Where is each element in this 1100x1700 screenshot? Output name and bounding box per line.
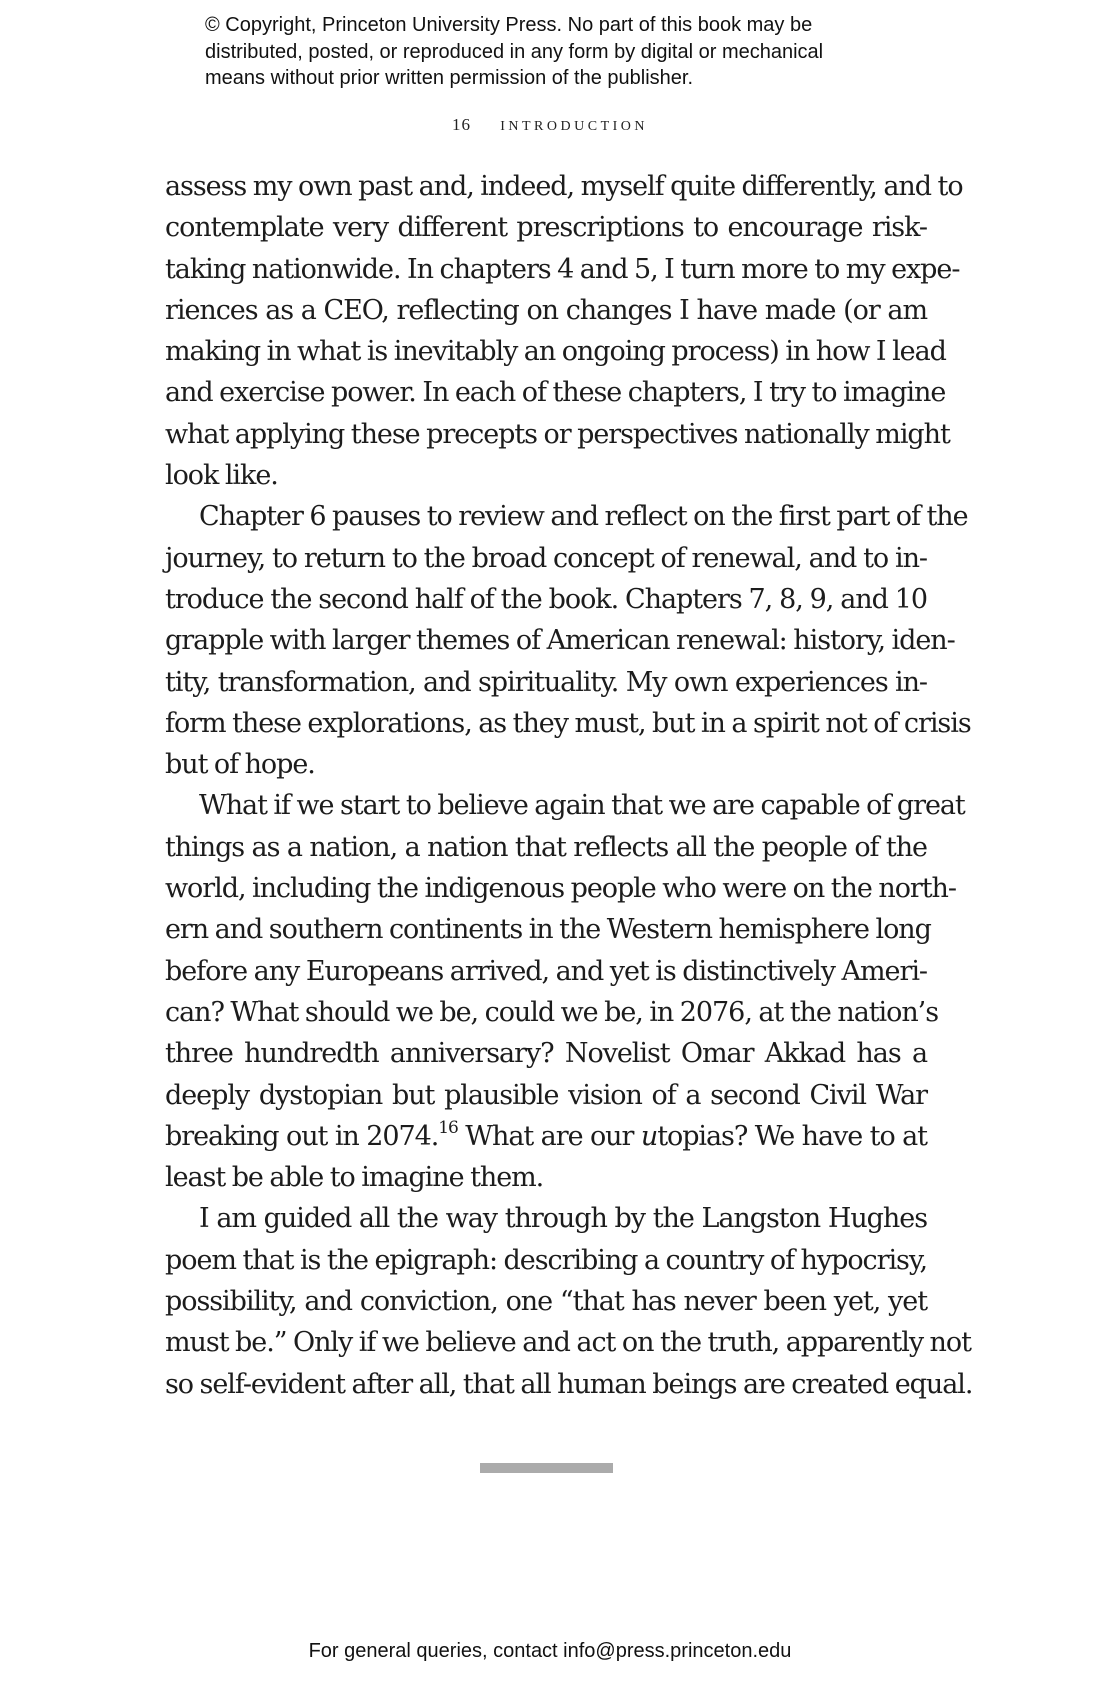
text-line: but of hope. (165, 749, 315, 781)
text-line: What if we start to believe again that we are capable of great (199, 790, 965, 822)
text-line: troduce the second half of the book. Chapters 7, 8, 9, and 10 (165, 583, 927, 615)
copyright-line: distributed, posted, or reproduced in any form by digital or mechanical (205, 40, 824, 63)
text-line: I am guided all the way through by the Langston Hughes (199, 1203, 927, 1235)
section-end-ornament (480, 1463, 613, 1473)
italic-emphasis: u (640, 1120, 658, 1152)
body-text (165, 166, 973, 1405)
text-line: look like. (165, 460, 278, 492)
text-line: before any Europeans arrived, and yet is distinctively Ameri- (165, 955, 927, 987)
text-line: deeply dystopian but plausible vision of a second Civil War (165, 1079, 927, 1111)
text-line: form these explorations, as they must, but in a spirit not of crisis (165, 707, 971, 739)
copyright-line: © Copyright, Princeton University Press. No part of this book may be (205, 14, 813, 36)
text-line (165, 1116, 927, 1157)
text-line: riences as a CEO, reflecting on changes I have made (or am (165, 294, 927, 326)
text-line: grapple with larger themes of American renewal: history, iden- (165, 625, 955, 657)
copyright-line: means without prior written permission of the publisher. (205, 67, 694, 89)
text-line: poem that is the epigraph: describing a country of hypocrisy, (165, 1244, 927, 1276)
text-segment: breaking out in 2074. (165, 1120, 439, 1152)
text-line: things as a nation, a nation that reflects all the people of the (165, 831, 927, 863)
text-line: making in what is inevitably an ongoing process) in how I lead (165, 336, 946, 368)
running-head (0, 113, 1100, 136)
text-segment: topias? We have to at (657, 1120, 927, 1152)
footer-contact: For general queries, contact info@press.princeton.edu (308, 1640, 792, 1662)
text-line: ern and southern continents in the Western hemisphere long (165, 914, 931, 946)
text-line: journey, to return to the broad concept of renewal, and to in- (165, 542, 927, 574)
text-line: what applying these precepts or perspectives nationally might (165, 418, 950, 450)
text-segment: What are our (457, 1120, 641, 1152)
text-line: world, including the indigenous people who were on the north- (165, 873, 956, 905)
text-line: so self-evident after all, that all human beings are created equal. (165, 1368, 973, 1400)
text-line: and exercise power. In each of these chapters, I try to imagine (165, 377, 946, 409)
page-number: 16 (451, 115, 471, 134)
text-line: three hundredth anniversary? Novelist Omar Akkad has a (165, 1038, 927, 1070)
copyright-notice (205, 12, 925, 92)
section-title: introduction (500, 113, 648, 135)
text-line: must be.” Only if we believe and act on the truth, apparently not (165, 1327, 971, 1359)
text-line: assess my own past and, indeed, myself quite differently, and to (165, 171, 963, 202)
text-line: contemplate very different prescriptions to encourage risk- (165, 212, 927, 244)
text-line: least be able to imagine them. (165, 1162, 544, 1194)
text-line: can? What should we be, could we be, in 2076, at the nation’s (165, 996, 939, 1028)
text-line: tity, transformation, and spirituality. My own experiences in- (165, 666, 927, 698)
text-line: possibility, and conviction, one “that has never been yet, yet (165, 1286, 927, 1318)
text-line: Chapter 6 pauses to review and reflect on the first part of the (199, 501, 968, 533)
text-line: taking nationwide. In chapters 4 and 5, I turn more to my expe- (165, 253, 960, 285)
footnote-marker[interactable]: 16 (438, 1117, 458, 1138)
